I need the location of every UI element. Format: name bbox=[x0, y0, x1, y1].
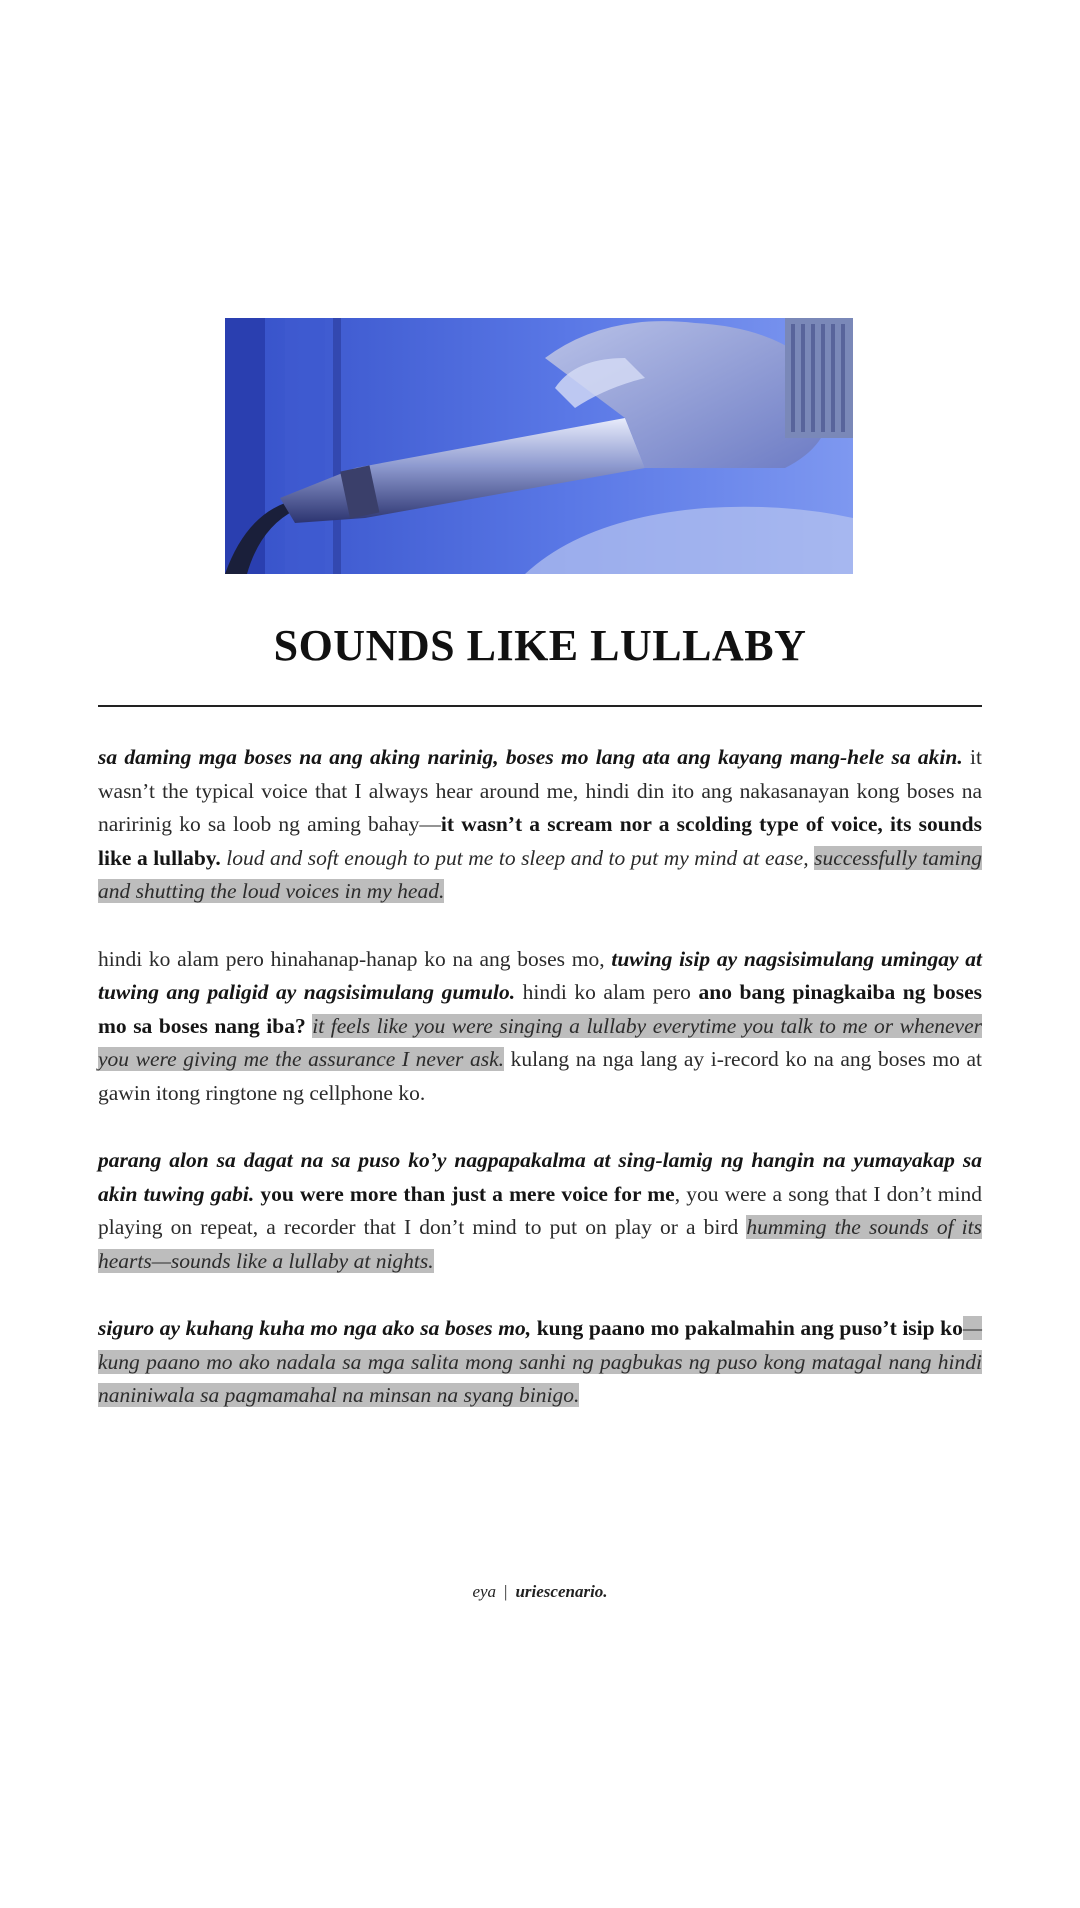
text-segment: sa daming mga boses na ang aking narinig, boses mo lang ata ang kayang mang-hele sa akin. bbox=[98, 745, 963, 769]
text-segment: loud and soft enough to put me to sleep and to put my mind at ease, bbox=[220, 845, 815, 870]
text-segment: it wasn’t the typical voice that I always hear around me, hindi din ito ang nakasanayan kong boses na naririnig ko sa loob ng aming bahay— bbox=[98, 745, 982, 836]
author-credit bbox=[0, 1582, 1080, 1602]
article-body bbox=[98, 741, 982, 1447]
text-segment: hindi ko alam pero hinahanap-hanap ko na ang boses mo, bbox=[98, 946, 612, 971]
text-segment: hindi ko alam pero bbox=[515, 980, 699, 1004]
highlighted-text: it feels like you were singing a lullaby everytime you talk to me or whenever you were giving me the assurance I never ask. bbox=[98, 1013, 982, 1071]
title-divider bbox=[98, 705, 982, 707]
text-segment: ano bang pinagkaiba ng boses mo sa boses nang iba? bbox=[98, 980, 982, 1038]
paragraph bbox=[98, 1312, 982, 1413]
credit-separator: | bbox=[504, 1582, 508, 1601]
text-segment: you were more than just a mere voice for me bbox=[260, 1181, 675, 1206]
highlighted-text: humming the sounds of its hearts—sounds like a lullaby at nights. bbox=[98, 1215, 982, 1273]
text-segment: it wasn’t a scream nor a scolding type of voice, its sounds like a lullaby. bbox=[98, 812, 982, 870]
paragraph bbox=[98, 943, 982, 1111]
author-handle: uriescenario. bbox=[515, 1582, 608, 1601]
highlighted-text: —kung paano mo ako nadala sa mga salita mong sanhi ng pagbukas ng puso kong matagal nang hindi naniniwala sa pagmamahal na minsan na syang binigo. bbox=[98, 1316, 983, 1407]
highlighted-text: successfully taming and shutting the loud voices in my head. bbox=[98, 845, 982, 903]
text-segment: kulang na nga lang ay i-record ko na ang boses mo at gawin itong ringtone ng cellphone ko. bbox=[98, 1047, 982, 1105]
text-segment: parang alon sa dagat na sa puso ko’y nagpapakalma at sing-lamig ng hangin na yumayakap sa akin tuwing gabi. bbox=[98, 1148, 982, 1206]
text-segment: , you were a song that I don’t mind playing on repeat, a recorder that I don’t mind to put on play or a bird bbox=[98, 1181, 982, 1239]
text-segment: kung paano mo pakalmahin ang puso’t isip ko bbox=[536, 1316, 963, 1340]
hero-image bbox=[225, 318, 853, 574]
paragraph bbox=[98, 1144, 982, 1278]
author-name: eya bbox=[472, 1582, 497, 1601]
page-title: SOUNDS LIKE LULLABY bbox=[273, 621, 807, 670]
text-segment: tuwing isip ay nagsisimulang umingay at tuwing ang paligid ay nagsisimulang gumulo. bbox=[98, 946, 982, 1004]
paragraph bbox=[98, 741, 982, 909]
text-segment: siguro ay kuhang kuha mo nga ako sa boses mo, bbox=[98, 1316, 532, 1340]
microphone-photo-icon bbox=[225, 318, 853, 574]
